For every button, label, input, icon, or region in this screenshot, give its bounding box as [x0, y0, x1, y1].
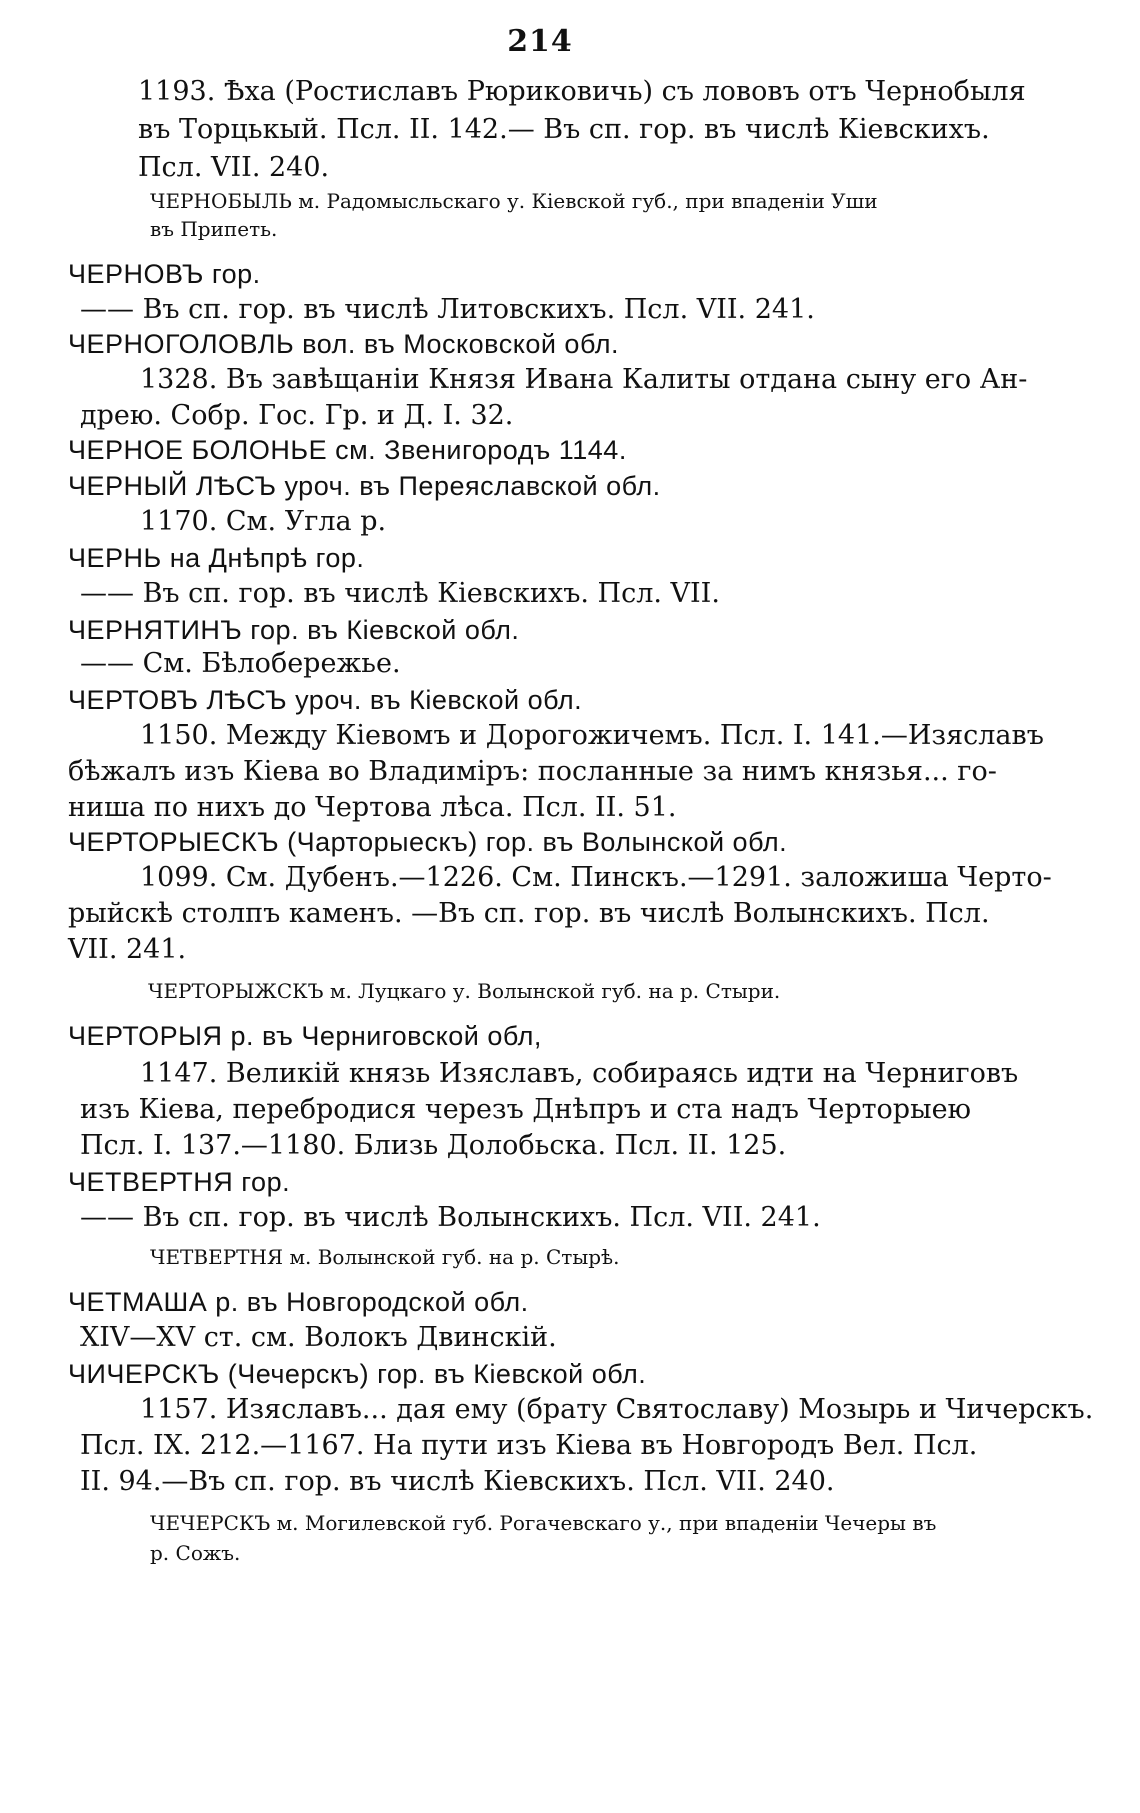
text-line: XIV—XV ст. см. Волокъ Двинскій.	[80, 1322, 557, 1353]
headword-line: ЧЕРТОРЫЯ р. въ Черниговской обл,	[68, 1021, 542, 1051]
headword-line: ЧЕРНЯТИНЪ гор. въ Кіевской обл.	[68, 615, 520, 645]
text-line: Псл. IX. 212.—1167. На пути изъ Кіева въ Новгородъ Вел. Псл.	[80, 1430, 978, 1461]
text-line: 1147. Великій князь Изяславъ, собираясь идти на Черниговъ	[140, 1058, 1019, 1089]
text-line: въ Торцькый. Псл. II. 142.— Въ сп. гор. въ числѣ Кіевскихъ.	[138, 114, 990, 145]
page-number: 214	[507, 24, 573, 59]
note-line: въ Припеть.	[150, 217, 278, 241]
text-line: —— См. Бѣлобережье.	[80, 648, 401, 679]
text-line: дрею. Собр. Гос. Гр. и Д. I. 32.	[80, 400, 514, 431]
text-line: II. 94.—Въ сп. гор. въ числѣ Кіевскихъ. Псл. VII. 240.	[80, 1466, 835, 1497]
note-line: ЧЕЧЕРСКЪ м. Могилевской губ. Рогачевскаго у., при впаденіи Чечеры въ	[150, 1511, 937, 1535]
text-line: ниша по нихъ до Чертова лѣса. Псл. II. 51.	[68, 792, 677, 823]
headword-line: ЧИЧЕРСКЪ (Чечерскъ) гор. въ Кіевской обл.	[68, 1359, 647, 1389]
text-line: Псл. VII. 240.	[138, 152, 330, 183]
text-line: 1099. См. Дубенъ.—1226. См. Пинскъ.—1291. заложиша Черто-	[140, 862, 1052, 893]
text-line: VII. 241.	[68, 934, 187, 965]
headword-line: ЧЕРТОРЫЕСКЪ (Чарторыескъ) гор. въ Волынской обл.	[68, 827, 788, 857]
text-line: 1150. Между Кіевомъ и Дорогожичемъ. Псл. I. 141.—Изяславъ	[140, 720, 1044, 751]
headword-line: ЧЕРНОГОЛОВЛЬ вол. въ Московской обл.	[68, 329, 619, 359]
text-line: —— Въ сп. гор. въ числѣ Кіевскихъ. Псл. VII.	[80, 578, 720, 609]
note-line: ЧЕРТОРЫЖСКЪ м. Луцкаго у. Волынской губ. на р. Стыри.	[148, 979, 781, 1003]
text-line: Псл. I. 137.—1180. Близь Долобьска. Псл. II. 125.	[80, 1130, 787, 1161]
text-line: —— Въ сп. гор. въ числѣ Литовскихъ. Псл. VII. 241.	[80, 294, 815, 325]
headword-line: ЧЕРТОВЪ ЛѢСЪ уроч. въ Кіевской обл.	[68, 685, 583, 715]
headword-line: ЧЕТВЕРТНЯ гор.	[68, 1167, 291, 1197]
text-line: изъ Кіева, перебродися черезъ Днѣпръ и ста надъ Черторыею	[80, 1094, 972, 1125]
text-line: —— Въ сп. гор. въ числѣ Волынскихъ. Псл. VII. 241.	[80, 1202, 821, 1233]
headword-line: ЧЕТМАША р. въ Новгородской обл.	[68, 1287, 529, 1317]
text-line: 1193. Ѣха (Ростиславъ Рюриковичь) съ лововъ отъ Чернобыля	[138, 76, 1026, 107]
headword-line: ЧЕРНОЕ БОЛОНЬЕ см. Звенигородъ 1144.	[68, 435, 627, 465]
text-line: 1328. Въ завѣщаніи Князя Ивана Калиты отдана сыну его Ан-	[140, 364, 1028, 395]
note-line: ЧЕРНОБЫЛЬ м. Радомысльскаго у. Кіевской губ., при впаденіи Уши	[150, 189, 878, 213]
text-line: рыйскѣ столпъ каменъ. —Въ сп. гор. въ числѣ Волынскихъ. Псл.	[68, 898, 990, 929]
headword-line: ЧЕРНЫЙ ЛѢСЪ уроч. въ Переяславской обл.	[68, 471, 661, 501]
text-line: бѣжалъ изъ Кіева во Владиміръ: посланные за нимъ князья... го-	[68, 756, 997, 787]
headword-line: ЧЕРНОВЪ гор.	[68, 259, 261, 289]
note-line: р. Сожъ.	[150, 1541, 241, 1565]
note-line: ЧЕТВЕРТНЯ м. Волынской губ. на р. Стырѣ.	[150, 1245, 620, 1269]
text-line: 1157. Изяславъ... дая ему (брату Святославу) Мозырь и Чичерскъ.	[140, 1394, 1094, 1425]
headword-line: ЧЕРНЬ на Днѣпрѣ гор.	[68, 543, 365, 573]
text-line: 1170. См. Угла р.	[140, 506, 387, 537]
